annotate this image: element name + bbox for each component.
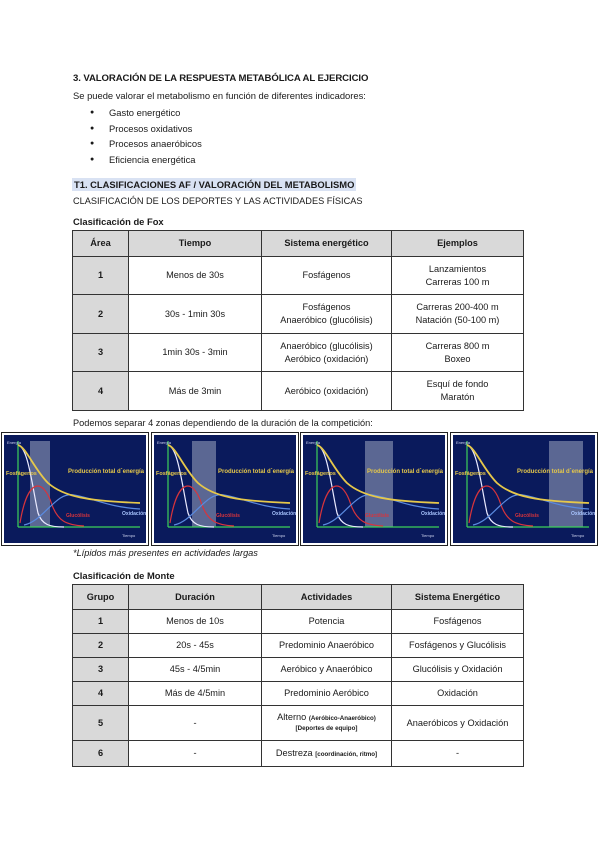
fox-ejemplos <box>392 372 524 411</box>
zone-highlight <box>192 441 216 527</box>
fox-ejemplo-line: Carreras 800 m <box>425 340 490 351</box>
fox-header-sistema: Sistema energético <box>262 231 392 257</box>
phosphagen-label: Fosfágenos <box>305 471 336 477</box>
monte-grupo: 2 <box>73 634 129 658</box>
oxidation-label: Oxidación <box>122 511 146 517</box>
monte-actividades: Predominio Anaeróbico <box>262 634 392 658</box>
fox-area: 3 <box>73 334 129 372</box>
phosphagen-label: Fosfágenos <box>156 471 187 477</box>
fox-tiempo: Menos de 30s <box>129 257 262 295</box>
energy-axis-label: Energía <box>306 440 321 445</box>
monte-sistema: - <box>392 741 524 767</box>
energy-systems-graph <box>303 435 445 543</box>
fox-sistema-line: Fosfágenos <box>302 270 351 280</box>
monte-grupo: 3 <box>73 658 129 682</box>
fox-sistema <box>262 257 392 295</box>
fox-caption: Clasificación de Fox <box>73 216 164 227</box>
fox-sistema <box>262 372 392 411</box>
fox-area: 1 <box>73 257 129 295</box>
fox-area: 2 <box>73 295 129 334</box>
monte-duracion: 45s - 4/5min <box>129 658 262 682</box>
monte-actividad-detail: [Deportes de equipo] <box>295 725 358 732</box>
monte-table <box>72 584 524 767</box>
fox-header-tiempo: Tiempo <box>129 231 262 257</box>
zone-graph-2 <box>151 432 299 546</box>
lipids-note: *Lípidos más presentes en actividades largas <box>73 548 258 558</box>
total-energy-label: Producción total d´energía <box>517 469 594 475</box>
intro-text: Se puede valorar el metabolismo en función de diferentes indicadores: <box>73 90 366 101</box>
table-row <box>73 706 524 741</box>
total-energy-label: Producción total d´energía <box>68 469 145 475</box>
indicator-list <box>90 105 202 167</box>
fox-ejemplo-line: Maratón <box>440 392 475 402</box>
table-row <box>73 257 524 295</box>
glycolysis-label: Glucólisis <box>216 513 240 519</box>
zones-graph-strip <box>1 432 599 545</box>
subtitle: CLASIFICACIÓN DE LOS DEPORTES Y LAS ACTIVIDADES FÍSICAS <box>73 196 363 206</box>
energy-systems-graph <box>453 435 595 543</box>
section-heading: 3. VALORACIÓN DE LA RESPUESTA METABÓLICA AL EJERCICIO <box>73 73 369 84</box>
table-header-row <box>73 585 524 610</box>
fox-tiempo: 30s - 1min 30s <box>129 295 262 334</box>
fox-ejemplo-line: Boxeo <box>444 353 471 364</box>
t1-heading: T1. CLASIFICACIONES AF / VALORACIÓN DEL METABOLISMO <box>74 179 355 190</box>
fox-sistema-line: Fosfágenos <box>302 302 351 312</box>
table-row <box>73 658 524 682</box>
monte-grupo: 1 <box>73 610 129 634</box>
time-axis-label: Tiempo <box>571 533 585 538</box>
monte-actividades: Aeróbico y Anaeróbico <box>262 658 392 682</box>
monte-grupo: 5 <box>73 706 129 741</box>
energy-axis-label: Energía <box>456 440 471 445</box>
list-item: ● Eficiencia energética <box>90 152 202 168</box>
monte-header-actividades: Actividades <box>262 585 392 610</box>
monte-sistema: Anaeróbicos y Oxidación <box>392 706 524 741</box>
glycolysis-label: Glucólisis <box>66 513 90 519</box>
fox-header-area: Área <box>73 231 129 257</box>
phosphagen-label: Fosfágenos <box>455 471 486 477</box>
monte-duracion: Más de 4/5min <box>129 682 262 706</box>
fox-header-ejemplos: Ejemplos <box>392 231 524 257</box>
monte-sistema: Oxidación <box>392 682 524 706</box>
table-row <box>73 682 524 706</box>
monte-duracion: - <box>129 741 262 767</box>
table-row <box>73 634 524 658</box>
time-axis-label: Tiempo <box>272 533 286 538</box>
phosphagen-label: Fosfágenos <box>6 471 37 477</box>
monte-header-grupo: Grupo <box>73 585 129 610</box>
energy-systems-graph <box>154 435 296 543</box>
fox-sistema-line: Aeróbico (oxidación) <box>284 385 369 396</box>
monte-caption: Clasificación de Monte <box>73 570 175 581</box>
monte-actividades <box>262 706 392 741</box>
monte-duracion: - <box>129 706 262 741</box>
oxidation-label: Oxidación <box>421 511 445 517</box>
monte-actividad-detail: (Aeróbico-Anaeróbico) <box>308 715 376 722</box>
monte-actividades: Predominio Aeróbico <box>262 682 392 706</box>
zone-graph-4 <box>450 432 598 546</box>
oxidation-label: Oxidación <box>571 511 595 517</box>
monte-actividad-main: Alterno <box>277 712 307 722</box>
glycolysis-label: Glucólisis <box>515 513 539 519</box>
zone-graph-3 <box>300 432 448 546</box>
monte-actividad-main: Destreza <box>275 747 313 758</box>
table-row <box>73 372 524 411</box>
energy-systems-graph <box>4 435 146 543</box>
time-axis-label: Tiempo <box>421 533 435 538</box>
fox-ejemplo-line: Carreras 200-400 m <box>416 302 499 312</box>
fox-ejemplo-line: Natación (50-100 m) <box>415 315 500 325</box>
glycolysis-label: Glucólisis <box>365 513 389 519</box>
monte-duracion: 20s - 45s <box>129 634 262 658</box>
monte-header-duracion: Duración <box>129 585 262 610</box>
monte-grupo: 6 <box>73 741 129 767</box>
table-row <box>73 295 524 334</box>
fox-sistema-line: Aeróbico (oxidación) <box>284 353 369 364</box>
fox-ejemplo-line: Carreras 100 m <box>425 276 490 287</box>
table-header-row <box>73 231 524 257</box>
oxidation-label: Oxidación <box>272 511 296 517</box>
table-row <box>73 741 524 767</box>
fox-ejemplo-line: Esquí de fondo <box>426 379 489 389</box>
fox-tiempo: Más de 3min <box>129 372 262 411</box>
monte-actividades: Potencia <box>262 610 392 634</box>
monte-sistema: Glucólisis y Oxidación <box>392 658 524 682</box>
monte-sistema: Fosfágenos y Glucólisis <box>392 634 524 658</box>
fox-ejemplos <box>392 257 524 295</box>
fox-tiempo: 1min 30s - 3min <box>129 334 262 372</box>
monte-grupo: 4 <box>73 682 129 706</box>
zone-graph-1 <box>1 432 149 546</box>
fox-sistema-line: Anaeróbico (glucólisis) <box>280 340 373 351</box>
monte-actividad-detail: [coordinación, ritmo] <box>315 750 378 758</box>
fox-sistema <box>262 295 392 334</box>
monte-header-sistema: Sistema Energético <box>392 585 524 610</box>
table-row <box>73 610 524 634</box>
total-energy-label: Producción total d´energía <box>218 469 295 475</box>
fox-ejemplos <box>392 295 524 334</box>
fox-sistema-line: Anaeróbico (glucólisis) <box>280 315 373 325</box>
list-item: ● Procesos anaeróbicos <box>90 136 202 152</box>
monte-actividades <box>262 741 392 767</box>
total-energy-label: Producción total d´energía <box>367 469 444 475</box>
energy-axis-label: Energía <box>7 440 22 445</box>
list-item: ● Gasto energético <box>90 105 202 121</box>
list-item: ● Procesos oxidativos <box>90 121 202 137</box>
fox-ejemplos <box>392 334 524 372</box>
fox-area: 4 <box>73 372 129 411</box>
table-row <box>73 334 524 372</box>
fox-table <box>72 230 524 411</box>
energy-axis-label: Energía <box>157 440 172 445</box>
monte-duracion: Menos de 10s <box>129 610 262 634</box>
fox-sistema <box>262 334 392 372</box>
monte-sistema: Fosfágenos <box>392 610 524 634</box>
time-axis-label: Tiempo <box>122 533 136 538</box>
fox-ejemplo-line: Lanzamientos <box>428 263 487 274</box>
monte-actividad-line <box>264 712 389 724</box>
zones-text: Podemos separar 4 zonas dependiendo de la duración de la competición: <box>73 418 373 428</box>
